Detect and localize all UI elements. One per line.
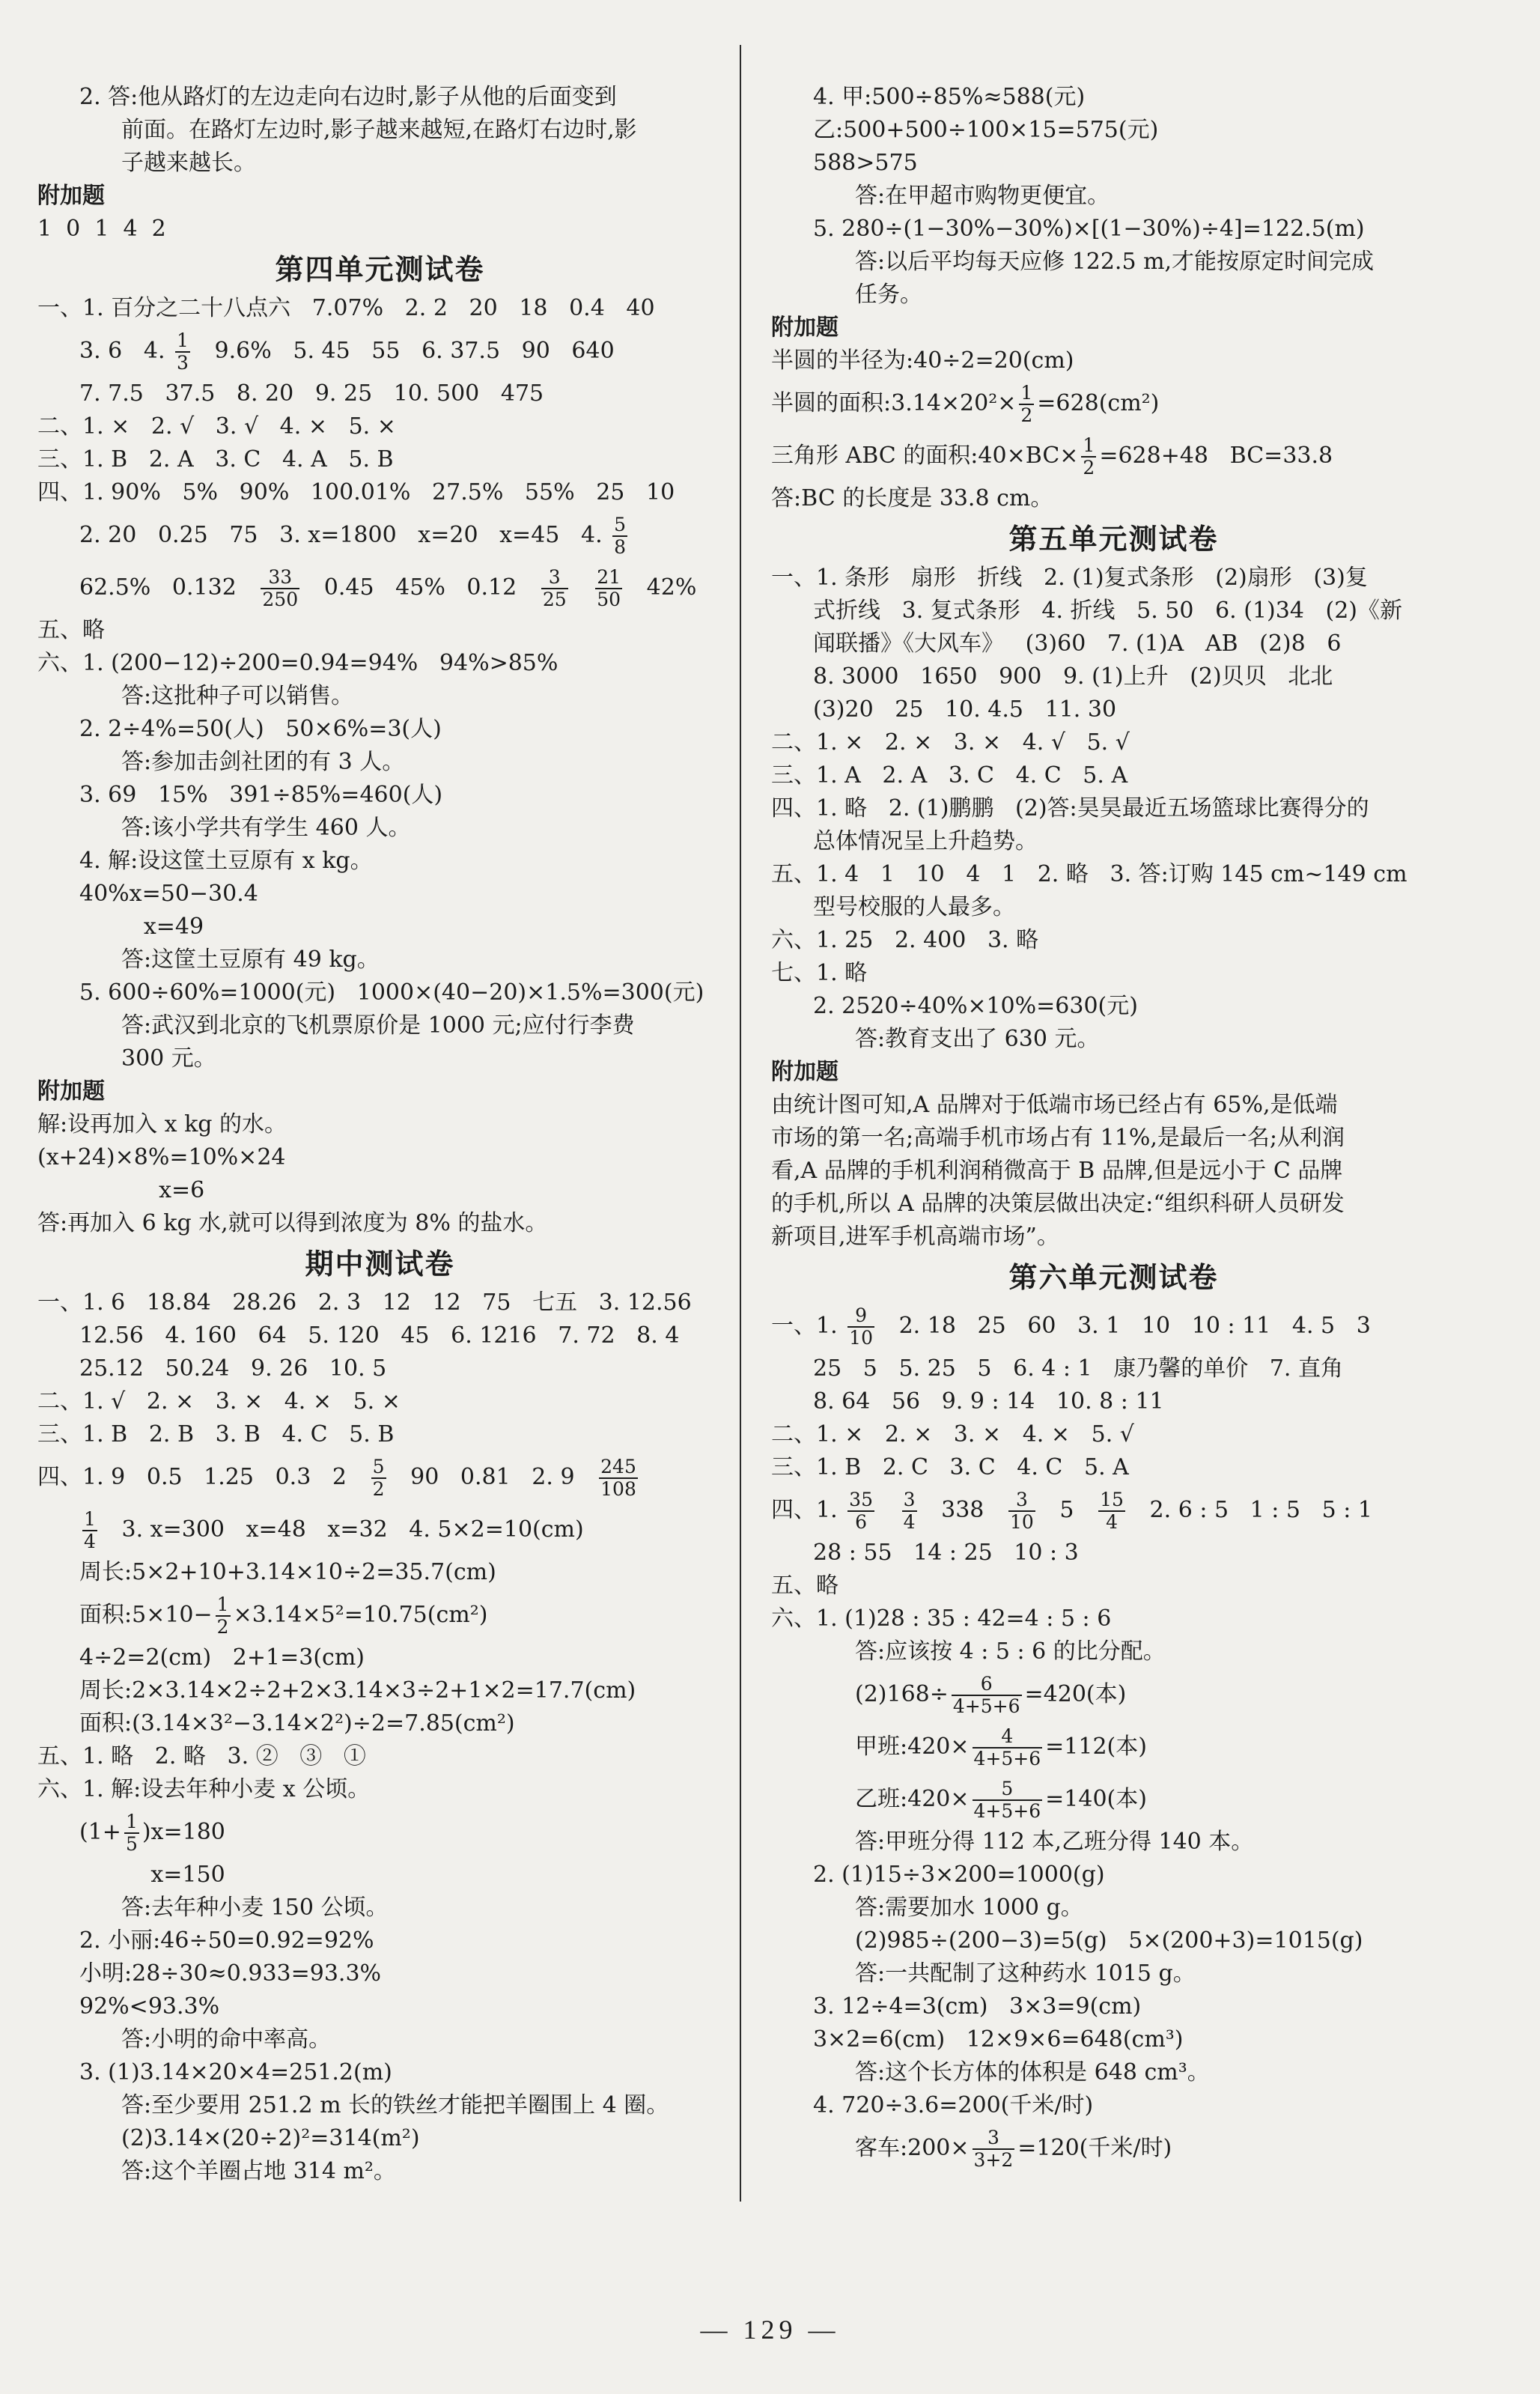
answer-line: 子越来越长。 — [121, 150, 256, 176]
answer-line: 答:BC 的长度是 33.8 cm。 — [771, 485, 1053, 511]
answer-line: 4. 720÷3.6=200(千米/时) — [813, 2092, 1094, 2118]
fraction — [973, 2127, 1015, 2171]
answer-line: 7. 7.5 37.5 8. 20 9. 25 10. 500 475 — [79, 380, 544, 407]
answer-line: 六、1. 解:设去年种小麦 x 公顷。 — [37, 1776, 371, 1802]
fraction — [952, 1674, 1022, 1717]
answer-line: 3. 69 15% 391÷85%=460(人) — [79, 782, 443, 808]
answer-line: 五、1. 略 2. 略 3. ② ③ ① — [37, 1743, 366, 1769]
answer-line: 六、1. 25 2. 400 3. 略 — [771, 927, 1039, 953]
section-title: 期中测试卷 — [305, 1248, 455, 1280]
answer-line: 六、1. (1)28 : 35 : 42=4 : 5 : 6 — [771, 1605, 1112, 1632]
numerator: 6 — [952, 1674, 1022, 1696]
numerator: 1 — [125, 1811, 138, 1832]
denominator: 4+5+6 — [973, 1800, 1041, 1822]
answer-line — [37, 1451, 722, 1504]
answer-line: 型号校服的人最多。 — [813, 894, 1015, 920]
answer-text: =140(本) — [1045, 1786, 1147, 1812]
fraction — [541, 567, 568, 610]
subsection-label: 附加题 — [37, 1078, 105, 1105]
denominator: 10 — [849, 1327, 873, 1349]
answer-line: 588>575 — [813, 150, 918, 176]
answer-text: 甲班:420× — [855, 1734, 970, 1760]
numerator: 21 — [597, 566, 621, 588]
answer-line: 五、略 — [37, 617, 105, 643]
denominator: 50 — [597, 589, 621, 610]
fraction — [847, 1489, 874, 1533]
answer-line: 答:一共配制了这种药水 1015 g。 — [855, 1960, 1196, 1987]
answer-text: =628(cm²) — [1037, 390, 1160, 416]
answer-text: 5 — [1038, 1497, 1096, 1523]
answer-line: x=150 — [79, 1862, 225, 1888]
numerator: 3 — [541, 567, 568, 589]
fraction — [847, 1305, 874, 1349]
denominator: 25 — [542, 589, 567, 610]
answer-text: (2)168÷ — [855, 1681, 949, 1707]
section-title: 第五单元测试卷 — [1008, 523, 1219, 556]
answer-text: )x=180 — [141, 1819, 225, 1845]
answer-line: 4. 解:设这筐土豆原有 x kg。 — [79, 848, 373, 874]
answer-line: 3×2=6(cm) 12×9×6=648(cm³) — [813, 2026, 1184, 2053]
answer-line: 看,A 品牌的手机利润稍微高于 B 品牌,但是远小于 C 品牌 — [771, 1158, 1343, 1184]
answer-line: 2. 2÷4%=50(人) 50×6%=3(人) — [79, 716, 442, 742]
answer-line: 二、1. × 2. × 3. × 4. × 5. √ — [771, 1421, 1134, 1447]
answer-line: 答:去年种小麦 150 公顷。 — [121, 1895, 389, 1921]
answer-line: 28 : 55 14 : 25 10 : 3 — [813, 1540, 1079, 1566]
answer-line: 一、1. 条形 扇形 折线 2. (1)复式条形 (2)扇形 (3)复 — [771, 565, 1368, 591]
answer-line: 市场的第一名;高端手机市场占有 11%,是最后一名;从利润 — [771, 1125, 1345, 1151]
denominator: 2 — [216, 1616, 229, 1638]
fraction — [902, 1489, 917, 1533]
numerator: 33 — [261, 567, 299, 589]
answer-line: 二、1. × 2. × 3. × 4. √ 5. √ — [771, 729, 1130, 756]
answer-line: 二、1. √ 2. × 3. × 4. × 5. × — [37, 1388, 401, 1415]
answer-line: 2. 2520÷40%×10%=630(元) — [813, 993, 1138, 1019]
answer-line: 答:这个长方体的体积是 648 cm³。 — [855, 2059, 1210, 2085]
answer-line: 新项目,进军手机高端市场”。 — [771, 1224, 1059, 1250]
denominator: 3 — [177, 352, 189, 374]
fraction — [216, 1594, 231, 1638]
answer-line: 答:这批种子可以销售。 — [121, 683, 354, 709]
answer-text: 三角形 ABC 的面积:40×BC× — [771, 443, 1079, 469]
answer-line: 8. 64 56 9. 9 : 14 10. 8 : 11 — [813, 1388, 1164, 1415]
answer-text: =420(本) — [1024, 1681, 1127, 1707]
answer-line: 解:设再加入 x kg 的水。 — [37, 1111, 287, 1137]
answer-line: 三、1. B 2. C 3. C 4. C 5. A — [771, 1454, 1129, 1480]
numerator: 1 — [1020, 382, 1033, 404]
right-column — [771, 81, 1456, 2175]
answer-line: 92%<93.3% — [79, 1993, 220, 2020]
denominator: 3+2 — [973, 2149, 1014, 2171]
subsection-label: 附加题 — [37, 183, 105, 209]
fraction — [1008, 1489, 1035, 1533]
answer-line: 面积:(3.14×3²−3.14×2²)÷2=7.85(cm²) — [79, 1710, 515, 1737]
answer-text: 乙班:420× — [855, 1786, 970, 1812]
answer-line: 答:这筐土豆原有 49 kg。 — [121, 947, 380, 973]
answer-line: 四、1. 略 2. (1)鹏鹏 (2)答:昊昊最近五场篮球比赛得分的 — [771, 795, 1369, 821]
answer-line: 答:至少要用 251.2 m 长的铁丝才能把羊圈围上 4 圈。 — [121, 2092, 669, 2118]
answer-line: 三、1. B 2. B 3. B 4. C 5. B — [37, 1421, 395, 1447]
fraction — [973, 1778, 1043, 1822]
answer-text: 面积:5×10− — [79, 1602, 213, 1628]
page-number: — 129 — — [700, 2315, 840, 2345]
answer-line: 2. (1)15÷3×200=1000(g) — [813, 1862, 1105, 1888]
answer-line — [771, 1721, 1456, 1773]
answer-line: (x+24)×8%=10%×24 — [37, 1144, 286, 1170]
fraction — [175, 330, 190, 374]
answer-line — [771, 1300, 1456, 1352]
denominator: 4 — [903, 1511, 916, 1533]
answer-text: 2. 20 0.25 75 3. x=1800 x=20 x=45 4. — [79, 522, 610, 548]
answer-text: 半圆的面积:3.14×20²× — [771, 390, 1017, 416]
answer-line: 2. 答:他从路灯的左边走向右边时,影子从他的后面变到 — [79, 84, 617, 110]
numerator: 3 — [1008, 1489, 1035, 1512]
denominator: 8 — [614, 536, 627, 558]
answer-line: 的手机,所以 A 品牌的决策层做出决定:“组织科研人员研发 — [771, 1191, 1345, 1217]
answer-line: x=49 — [79, 914, 204, 940]
answer-line — [37, 1589, 722, 1641]
answer-text: 四、1. — [771, 1497, 845, 1523]
answer-text: 2. 6 : 5 1 : 5 5 : 1 — [1127, 1497, 1372, 1523]
answer-text: 客车:200× — [855, 2135, 970, 2161]
answer-text: 62.5% 0.132 — [79, 574, 258, 601]
answer-line: 3. (1)3.14×20×4=251.2(m) — [79, 2059, 392, 2085]
denominator: 2 — [1020, 404, 1033, 426]
answer-line: 12.56 4. 160 64 5. 120 45 6. 1216 7. 72 8. 4 — [79, 1322, 680, 1349]
answer-line: 300 元。 — [121, 1045, 216, 1072]
answer-text: 338 — [919, 1497, 1005, 1523]
answer-line: 任务。 — [855, 282, 922, 308]
subsection-label: 附加题 — [771, 1059, 839, 1085]
answer-line: 8. 3000 1650 900 9. (1)上升 (2)贝贝 北北 — [813, 663, 1333, 690]
answer-line: 七、1. 略 — [771, 960, 868, 986]
numerator: 3 — [903, 1489, 916, 1510]
answer-line: 一、1. 6 18.84 28.26 2. 3 12 12 75 七五 3. 12.56 — [37, 1289, 692, 1316]
answer-line: 答:在甲超市购物更便宜。 — [855, 183, 1110, 209]
answer-text: 42% — [625, 574, 697, 601]
answer-line: 答:参加击剑社团的有 3 人。 — [121, 749, 405, 775]
answer-line: 周长:2×3.14×2÷2+2×3.14×3÷2+1×2=17.7(cm) — [79, 1677, 636, 1704]
answer-line: 乙:500+500÷100×15=575(元) — [813, 117, 1159, 143]
denominator: 5 — [125, 1833, 138, 1855]
fraction — [261, 567, 299, 610]
answer-text: (1+ — [79, 1819, 121, 1845]
answer-line — [37, 562, 722, 614]
denominator: 108 — [600, 1478, 636, 1500]
fraction — [371, 1456, 386, 1500]
answer-line: 2. 小丽:46÷50=0.92=92% — [79, 1927, 374, 1954]
answer-line: (3)20 25 10. 4.5 11. 30 — [813, 696, 1117, 723]
denominator: 4+5+6 — [952, 1695, 1020, 1717]
answer-line — [771, 377, 1456, 430]
column-divider — [740, 45, 741, 2202]
answer-line: 五、略 — [771, 1573, 839, 1599]
answer-line — [37, 509, 722, 562]
fraction — [124, 1811, 139, 1855]
denominator: 6 — [855, 1511, 868, 1533]
fraction — [1019, 383, 1034, 426]
numerator: 9 — [847, 1305, 874, 1328]
numerator: 1 — [216, 1594, 229, 1615]
answer-line — [771, 2122, 1456, 2175]
answer-line: 周长:5×2+10+3.14×10÷2=35.7(cm) — [79, 1559, 496, 1585]
section-title: 第六单元测试卷 — [1008, 1261, 1219, 1294]
answer-line: 一、1. 百分之二十八点六 7.07% 2. 2 20 18 0.4 40 — [37, 295, 655, 321]
answer-line: 40%x=50−30.4 — [79, 881, 258, 907]
answer-text — [877, 1497, 899, 1523]
answer-line — [771, 1668, 1456, 1721]
fraction — [973, 1726, 1043, 1769]
answer-text: 3. 6 4. — [79, 338, 173, 364]
numerator: 5 — [614, 514, 627, 535]
fraction — [1081, 435, 1096, 479]
answer-line: 答:小明的命中率高。 — [121, 2026, 332, 2053]
numerator: 3 — [973, 2127, 1015, 2150]
answer-line: 4÷2=2(cm) 2+1=3(cm) — [79, 1644, 365, 1671]
answer-line: 前面。在路灯左边时,影子越来越短,在路灯右边时,影 — [121, 117, 637, 143]
subsection-label: 附加题 — [771, 315, 839, 341]
fraction — [82, 1509, 97, 1552]
answer-line: 闻联播》《大风车》 (3)60 7. (1)A AB (2)8 6 — [813, 631, 1342, 657]
answer-text: =120(千米/时) — [1017, 2135, 1172, 2161]
answer-text: 四、1. 9 0.5 1.25 0.3 2 — [37, 1464, 368, 1490]
answer-line: 3. 12÷4=3(cm) 3×3=9(cm) — [813, 1993, 1142, 2020]
left-column — [37, 81, 722, 2188]
answer-text: 9.6% 5. 45 55 6. 37.5 90 640 — [192, 338, 615, 364]
answer-line: 答:应该按 4 : 5 : 6 的比分配。 — [855, 1638, 1166, 1665]
answer-line: 答:需要加水 1000 g。 — [855, 1895, 1083, 1921]
answer-line — [37, 1504, 722, 1556]
answer-line: 答:武汉到北京的飞机票原价是 1000 元;应付行李费 — [121, 1012, 635, 1039]
answer-line: 式折线 3. 复式条形 4. 折线 5. 50 6. (1)34 (2)《新 — [813, 598, 1403, 624]
numerator: 1 — [177, 329, 189, 351]
denominator: 4 — [1106, 1511, 1118, 1533]
answer-line: 五、1. 4 1 10 4 1 2. 略 3. 答:订购 145 cm~149 cm — [771, 861, 1407, 887]
numerator: 245 — [600, 1456, 636, 1477]
answer-text: 0.45 45% 0.12 — [302, 574, 538, 601]
numerator: 15 — [1100, 1489, 1124, 1510]
numerator: 5 — [372, 1456, 385, 1477]
answer-text: 一、1. — [771, 1313, 845, 1339]
numerator: 1 — [1083, 434, 1095, 456]
answer-line: 半圆的半径为:40÷2=20(cm) — [771, 347, 1074, 374]
section-title: 第四单元测试卷 — [275, 253, 485, 286]
answer-line: 答:这个羊圈占地 314 m²。 — [121, 2158, 396, 2184]
answer-line: 三、1. A 2. A 3. C 4. C 5. A — [771, 762, 1128, 789]
answer-line: 小明:28÷30≈0.933=93.3% — [79, 1960, 382, 1987]
answer-line — [771, 1484, 1456, 1537]
answer-text: 3. x=300 x=48 x=32 4. 5×2=10(cm) — [100, 1516, 584, 1543]
fraction — [612, 514, 627, 558]
answer-line: x=6 — [37, 1177, 205, 1203]
answer-line: 25 5 5. 25 5 6. 4 : 1 康乃馨的单价 7. 直角 — [813, 1355, 1344, 1382]
denominator: 10 — [1009, 1511, 1034, 1533]
answer-line — [771, 430, 1456, 482]
numerator: 4 — [973, 1726, 1043, 1749]
numerator: 1 — [84, 1508, 96, 1530]
answer-line: 三、1. B 2. A 3. C 4. A 5. B — [37, 446, 394, 473]
answer-text: 90 0.81 2. 9 — [389, 1464, 597, 1490]
answer-line: 答:以后平均每天应修 122.5 m,才能按原定时间完成 — [855, 249, 1375, 275]
denominator: 4+5+6 — [973, 1748, 1041, 1769]
answer-line: 答:教育支出了 630 元。 — [855, 1026, 1100, 1052]
denominator: 250 — [262, 589, 299, 610]
answer-line: 5. 280÷(1−30%−30%)×[(1−30%)÷4]=122.5(m) — [813, 216, 1365, 242]
fraction — [1098, 1489, 1125, 1533]
denominator: 2 — [1083, 457, 1095, 479]
answer-line: 四、1. 90% 5% 90% 100.01% 27.5% 55% 25 10 — [37, 479, 675, 505]
answer-text: =112(本) — [1045, 1734, 1147, 1760]
numerator: 35 — [849, 1489, 873, 1510]
answer-line: 25.12 50.24 9. 26 10. 5 — [79, 1355, 387, 1382]
answer-line: (2)985÷(200−3)=5(g) 5×(200+3)=1015(g) — [855, 1927, 1363, 1954]
answer-line: (2)3.14×(20÷2)²=314(m²) — [121, 2125, 420, 2151]
answer-line — [37, 325, 722, 377]
answer-text — [571, 574, 593, 601]
answer-line — [771, 1773, 1456, 1826]
answer-line: 答:再加入 6 kg 水,就可以得到浓度为 8% 的盐水。 — [37, 1210, 548, 1236]
numerator: 5 — [973, 1778, 1043, 1801]
answer-line: 二、1. × 2. √ 3. √ 4. × 5. × — [37, 413, 396, 440]
answer-line: 由统计图可知,A 品牌对于低端市场已经占有 65%,是低端 — [771, 1092, 1338, 1118]
answer-line — [37, 1806, 722, 1859]
answer-line: 六、1. (200−12)÷200=0.94=94% 94%>85% — [37, 650, 559, 676]
answer-text: =628+48 BC=33.8 — [1099, 443, 1333, 469]
answer-text: 2. 18 25 60 3. 1 10 10 : 11 4. 5 3 — [877, 1313, 1371, 1339]
answer-line: 5. 600÷60%=1000(元) 1000×(40−20)×1.5%=300(元) — [79, 979, 704, 1006]
fraction — [599, 1456, 638, 1500]
answer-line: 总体情况呈上升趋势。 — [813, 828, 1038, 854]
denominator: 2 — [372, 1478, 385, 1500]
denominator: 4 — [84, 1531, 96, 1552]
answer-text: ×3.14×5²=10.75(cm²) — [233, 1602, 488, 1628]
answer-line: 答:甲班分得 112 本,乙班分得 140 本。 — [855, 1829, 1254, 1855]
answer-line: 4. 甲:500÷85%≈588(元) — [813, 84, 1086, 110]
fraction — [595, 567, 622, 610]
answer-line: 1 0 1 4 2 — [37, 216, 166, 242]
answer-line: 答:该小学共有学生 460 人。 — [121, 815, 411, 841]
